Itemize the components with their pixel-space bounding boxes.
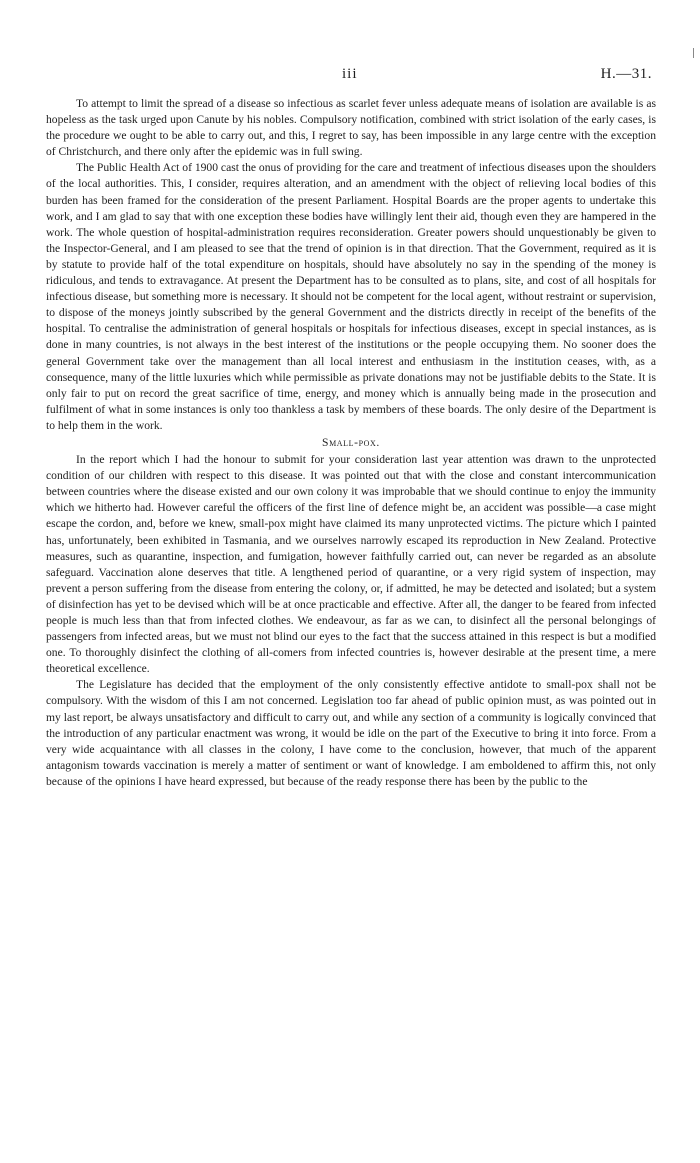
- paragraph-public-health-act: The Public Health Act of 1900 cast the onus of providing for the care and treatment of infectious diseases upon the shoulders of the local authorities. This, I consider, requires alteration, and an amendment with the object of relieving local bodies of this burden has been framed for the consideration of the present Parliament. Hospital Boards are the proper agents to undertake this work, and I am glad to say that with one exception these bodies have willingly lent their aid, though even they are hampered in the work. The whole question of hospital-administration requires reconsideration. Greater powers should unquestionably be given to the Inspector-General, and I am pleased to see that the trend of opinion is in that direction. That the Government, required as it is by statute to provide half of the total expenditure on hospitals, should have absolutely no say in the spending of the money is ridiculous, and tends to extravagance. At present the Department has to be consulted as to plans, site, and cost of all hospitals for infectious disease, but something more is necessary. It should not be competent for the local agent, without restraint or supervision, to dispose of the moneys jointly subscribed by the general Government and the districts directly in receipt of the benefits of the hospital. To centralise the administration of general hospitals or hospitals for infectious diseases, except in special instances, as is done in many countries, is not always in the best interest of the institutions or the people occupying them. No sooner does the general Government take over the management than all local interest and enthusiasm in the institution ceases, with, as a consequence, many of the little luxuries which while permissible as private donations may not be justifiable debits to the State. It is only fair to put on record the great sacrifice of time, energy, and money which is annually being made in the prosecution and fulfilment of what in some instances is only too thankless a task by members of these boards. The only desire of the Department is to help them in the work.: [46, 161, 656, 432]
- page-number: iii: [342, 66, 358, 82]
- paragraph-legislature: The Legislature has decided that the employment of the only consistently effective antidote to small-pox shall not be compulsory. With the wisdom of this I am not concerned. Legislation too far ahead of public opinion must, as was pointed out in my last report, be always unsatisfactory and difficult to carry out, and while any section of a community is logically convinced that the introduction of any particular enactment was wrong, it would be idle on the part of the Executive to bring it into force. From a very wide acquaintance with all classes in the colony, I have come to the conclusion, however, that much of the apparent antagonism towards vaccination is merely a matter of sentiment or want of knowledge. I am emboldened to affirm this, not only because of the opinions I have heard expressed, but because of the ready response there has been by the public to the: [46, 678, 656, 788]
- document-body: [46, 96, 656, 790]
- margin-mark: [693, 48, 694, 58]
- paragraph-small-pox-report: In the report which I had the honour to submit for your consideration last year attention was drawn to the unprotected condition of our children with respect to this disease. It was pointed out that with the close and constant intercommunication between countries where the disease existed and our own colony it was improbable that we should continue to enjoy the immunity which we hitherto had. However careful the officers of the first line of defence might be, an accident was possible—a case might escape the cordon, and, before we knew, small-pox might have claimed its many unprotected victims. The picture which I painted has, unfortunately, been exhibited in Tasmania, and we ourselves narrowly escaped its reproduction in New Zealand. Protective measures, such as quarantine, inspection, and fumigation, however faithfully carried out, can never be regarded as an absolute safeguard. Vaccination alone deserves that title. A lengthened period of quarantine, or a very rigid system of inspection, may prevent a person suffering from the disease from entering the colony, or, if admitted, he may be detected and isolated; but a system of disinfection has yet to be devised which will be at once practicable and effective. After all, the danger to be feared from infected people is much less than that from infected clothes. We endeavour, as far as we can, to disinfect all the personal belongings of passengers from infected areas, but we must not blind our eyes to the fact that the success attained in this respect is but a modified one. To thoroughly disinfect the clothing of all-comers from infected countries is, however desirable at the present time, a mere theoretical excellence.: [46, 453, 656, 676]
- section-heading-small-pox: Small-pox.: [322, 435, 380, 449]
- paragraph-scarlet-fever: To attempt to limit the spread of a disease so infectious as scarlet fever unless adequate means of isolation are available is as hopeless as the task urged upon Canute by his nobles. Compulsory notification, combined with strict isolation of the early cases, is the procedure we ought to be able to carry out, and this, I regret to say, has been impossible in any large centre with the exception of Christchurch, and there only after the epidemic was in full swing.: [46, 97, 656, 159]
- page-header: [0, 66, 700, 86]
- document-reference: H.—31.: [600, 66, 652, 82]
